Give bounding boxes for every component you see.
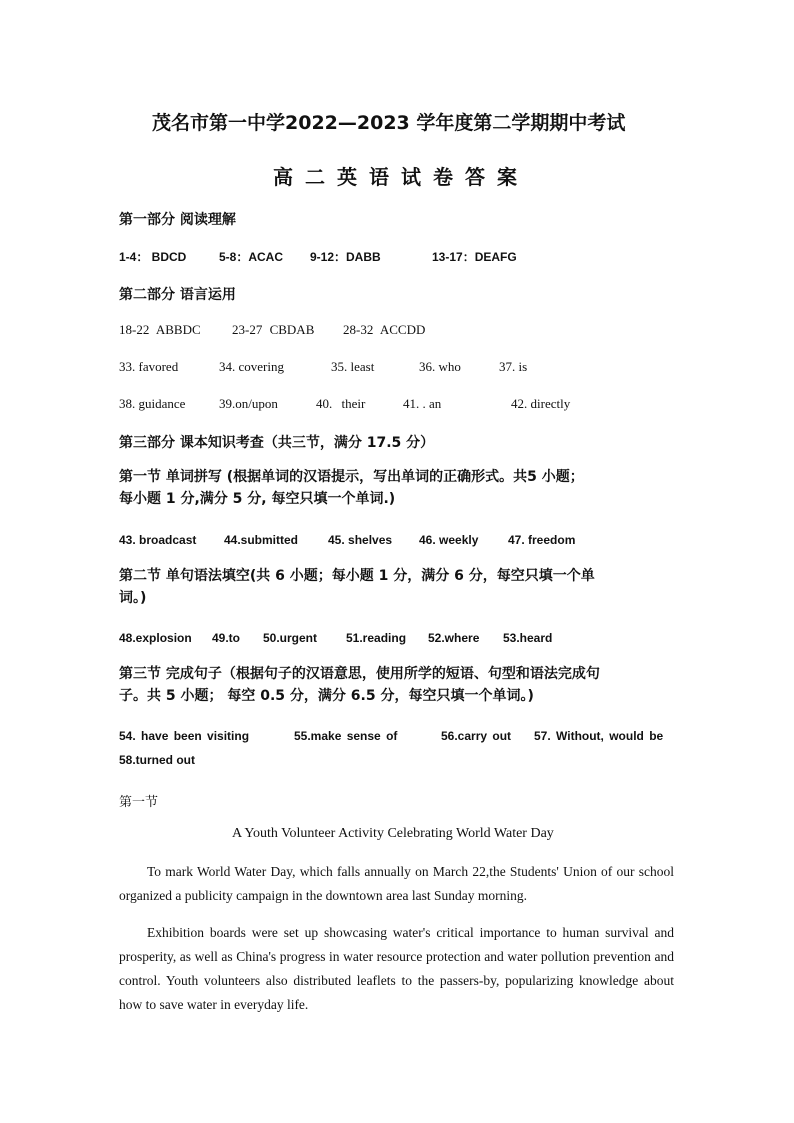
essay-title: A Youth Volunteer Activity Celebrating World Water Day [232,826,554,841]
section3-heading [119,663,679,707]
answer-item: 52.where [428,631,480,645]
writing-section-label: 第一节 [119,795,159,810]
answer-item: 28-32 ACCDD [343,322,426,337]
answer-item: 58.turned out [119,753,196,767]
answer-item: 34. covering [219,359,284,374]
answer-item: 13-17：DEAFG [432,250,517,264]
answer-item: 39.on/upon [219,396,278,411]
answer-item: 40. their [316,396,366,411]
exam-title: 茂名市第一中学2022—2023 学年度第二学期期中考试 [152,112,626,134]
section2-heading-line1: 第二节 单句语法填空(共 6 小题；每小题 1 分，满分 6 分，每空只填一个单 [119,568,595,584]
essay-paragraph: Exhibition boards were set up showcasing water's critical importance to human survival and prosperity, as well as China's progress in water resource protection and water pollution prevention and control. Youth volunteers also distributed leaflets to the passers-by, popularizing knowledge about how to save water in everyday life. [119,925,674,1012]
answer-item: 23-27 CBDAB [232,322,315,337]
answer-item: 55.make sense of [294,729,398,743]
section3-heading-line1: 第三节 完成句子（根据句子的汉语意思，使用所学的短语、句型和语法完成句 [119,666,600,682]
section1-heading [119,466,679,510]
answer-item: 46. weekly [419,533,479,547]
answer-item: 45. shelves [328,533,393,547]
answer-item: 54. have been visiting [119,729,250,743]
part2-heading: 第二部分 语言运用 [119,287,236,303]
answer-item: 47. freedom [508,533,576,547]
answer-item: 48.explosion [119,631,192,645]
answer-item: 41. . an [403,396,442,411]
answer-item: 9-12：DABB [310,250,381,264]
answer-item: 5-8：ACAC [219,250,284,264]
answer-item: 1-4： BDCD [119,250,187,264]
answer-item: 42. directly [511,396,571,411]
answer-item: 18-22 ABBDC [119,322,201,337]
exam-subtitle: 高二英语试卷答案 [273,165,529,189]
answer-item: 33. favored [119,359,179,374]
answer-item: 38. guidance [119,396,186,411]
section2-heading [119,565,679,609]
section1-heading-line1: 第一节 单词拼写 (根据单词的汉语提示，写出单词的正确形式。共5 小题； [119,469,584,485]
answer-item: 44.submitted [224,533,299,547]
answer-item: 51.reading [346,631,407,645]
section1-heading-line2: 每小题 1 分,满分 5 分, 每空只填一个单词.) [119,491,396,507]
answer-item: 36. who [419,359,461,374]
answer-item: 37. is [499,359,528,374]
answer-item: 43. broadcast [119,533,197,547]
section3-heading-line2: 子。共 5 小题； 每空 0.5 分，满分 6.5 分，每空只填一个单词。) [119,688,534,704]
answer-item: 57. Without, would be [534,729,664,743]
answer-item: 56.carry out [441,729,512,743]
answer-item: 53.heard [503,631,553,645]
answer-item: 49.to [212,631,241,645]
answer-item: 50.urgent [263,631,318,645]
section2-heading-line2: 词。) [119,590,147,606]
essay-paragraph: To mark World Water Day, which falls annually on March 22,the Students' Union of our school organized a publicity campaign in the downtown area last Sunday morning. [119,864,674,903]
part3-heading: 第三部分 课本知识考查（共三节，满分 17.5 分） [119,435,435,451]
answer-item: 35. least [331,359,375,374]
part1-heading: 第一部分 阅读理解 [119,212,236,228]
